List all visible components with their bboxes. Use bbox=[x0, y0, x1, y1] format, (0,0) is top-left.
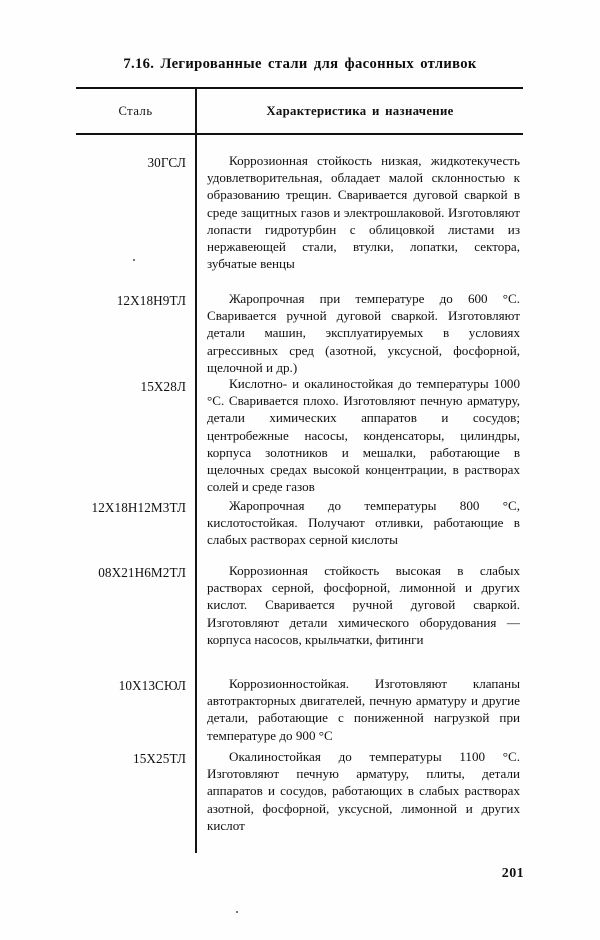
steel-description-cell: Коррозионная стойкость высокая в слабых растворах серной, фосфорной, лимонной и других кислот. Сваривается ручной дуговой сваркой. Изготовляют детали химического оборудования — корпуса насосов, крыльчатки, фитинги bbox=[207, 563, 520, 647]
steel-grade-cell: 08Х21Н6М2ТЛ bbox=[98, 565, 186, 580]
column-header-description: Характеристика и назначение bbox=[266, 104, 454, 118]
steel-grade-cell: 15Х28Л bbox=[140, 379, 186, 394]
paper-speck bbox=[236, 911, 238, 913]
steel-description-cell: Коррозионностойкая. Изготовляют клапаны автотракторных двигателей, печную арматуру и другие детали, работающие с пониженной нагрузкой при температуре до 900 °C bbox=[207, 676, 520, 743]
steel-description-cell: Коррозионная стойкость низкая, жидкотекучесть удовлетворительная, обладает малой склонностью к образованию трещин. Сваривается дуговой сваркой в среде защитных газов и электрошлаковой. Изготовляют лопасти гидротурбин с облицовкой листами из нержавеющей стали, втулки, лопатки, сектора, зубчатые венцы bbox=[207, 153, 520, 272]
steel-grade-cell: 15Х25ТЛ bbox=[133, 751, 186, 766]
steel-description-cell: Кислотно- и окалиностойкая до температуры 1000 °C. Сваривается плохо. Изготовляют печную арматуру, детали химических аппаратов и сосудов; центробежные насосы, конденсаторы, цилиндры, корпуса золотников и мешалки, работающие в щелочных средах высокой концентрации, в растворах солей и среде газов bbox=[207, 376, 520, 495]
page-number: 201 bbox=[501, 866, 524, 881]
table-column-divider bbox=[195, 89, 197, 853]
table-header-rule bbox=[76, 133, 523, 135]
column-header-steel: Сталь bbox=[118, 104, 153, 118]
steel-grade-cell: 10Х13СЮЛ bbox=[118, 678, 186, 693]
steel-grade-cell: 12Х18Н9ТЛ bbox=[116, 293, 186, 308]
paper-speck bbox=[133, 259, 135, 261]
steel-description-cell: Окалиностойкая до температуры 1100 °C. Изготовляют печную арматуру, плиты, детали аппаратов и сосудов, работающих в слабых растворах азотной, фосфорной, уксусной, лимонной и других кислот bbox=[207, 749, 520, 833]
page-title: 7.16. Легированные стали для фасонных отливок bbox=[123, 56, 477, 72]
steel-description-cell: Жаропрочная при температуре до 600 °C. Сваривается ручной дуговой сваркой. Изготовляют детали машин, эксплуатируемых в условиях агрессивных сред (азотной, уксусной, фосфорной, щелочной и др.) bbox=[207, 291, 520, 375]
steel-description-cell: Жаропрочная до температуры 800 °C, кислотостойкая. Получают отливки, работающие в слабых растворах серной кислоты bbox=[207, 498, 520, 548]
table-top-rule bbox=[76, 87, 523, 89]
steel-grade-cell: 30ГСЛ bbox=[147, 155, 186, 170]
steel-grade-cell: 12Х18Н12М3ТЛ bbox=[91, 500, 186, 515]
